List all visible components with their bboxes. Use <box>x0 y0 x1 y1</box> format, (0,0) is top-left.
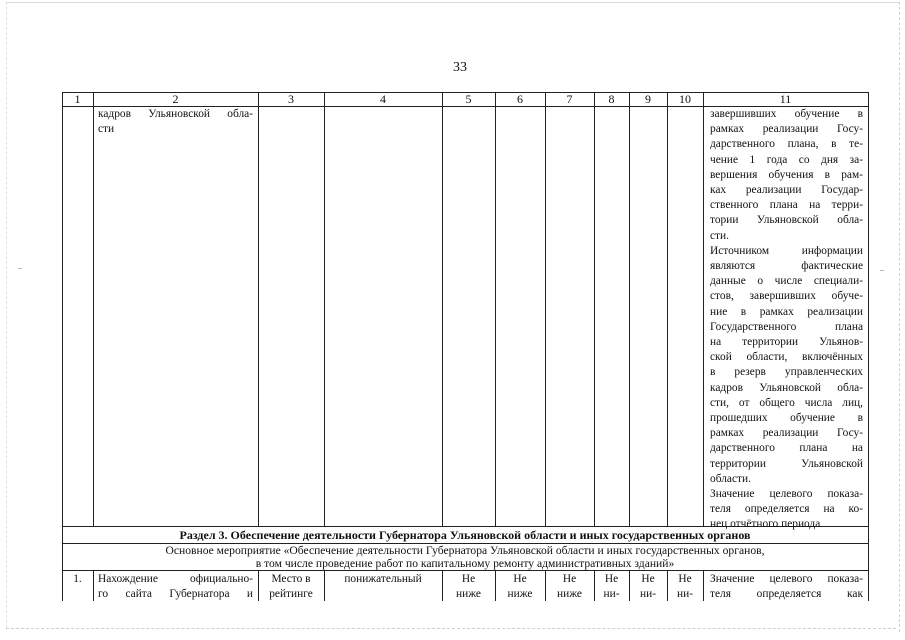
col11-line: сти, от общего числа лиц, <box>710 396 863 409</box>
row1-col10-line: ни- <box>677 588 693 601</box>
row1-col7-line: ниже <box>557 588 582 601</box>
scan-edge-bottom <box>6 628 896 629</box>
row1-value-col6 <box>495 572 545 602</box>
main-event-line-1: Основное мероприятие «Обеспечение деятельности Губернатора Ульяновской области и иных государственных органов, <box>165 544 765 557</box>
row1-sep-1 <box>93 570 94 601</box>
row1-col6-line: ниже <box>507 588 533 601</box>
header-col-5: 5 <box>465 92 472 106</box>
col-sep-4 <box>442 92 443 526</box>
col11-line: сти. <box>710 229 729 242</box>
header-col-11: 11 <box>779 92 792 106</box>
scan-edge-right <box>899 2 900 632</box>
col11-line: нец отчётного периода <box>710 518 821 531</box>
row1-value-col7 <box>545 572 594 602</box>
row1-indicator-type: понижательный <box>344 573 422 585</box>
header-col-6: 6 <box>517 92 523 106</box>
row1-col9-line: ни- <box>640 588 656 601</box>
col-sep-3 <box>324 92 325 526</box>
col11-line: дарственного плана, в те- <box>710 138 863 151</box>
row1-col7-line: Не <box>562 573 577 585</box>
continuation-col2 <box>98 107 253 137</box>
col-sep-7 <box>594 92 595 526</box>
row1-number: 1. <box>73 573 82 585</box>
col11-line: ках реализации Государ- <box>710 184 863 197</box>
col11-line: кадров Ульяновской обла- <box>710 381 863 394</box>
col11-line: области. <box>710 472 751 485</box>
page-number: 33 <box>453 60 467 75</box>
row1-value-col10 <box>667 572 703 602</box>
col11-line: являются фактические <box>710 260 863 273</box>
scan-edge-left <box>6 2 7 628</box>
col11-line: рамках реализации Госу- <box>710 427 863 440</box>
row1-col5-line: Не <box>461 573 476 585</box>
row1-value-col9 <box>629 572 667 602</box>
header-col-1: 1 <box>74 92 81 106</box>
col11-line: Значение целевого показа- <box>710 488 863 501</box>
col11-line: теля определяется на ко- <box>710 503 863 516</box>
row1-col8-line: Не <box>604 573 619 585</box>
continuation-col2-line: сти <box>98 123 115 136</box>
col-sep-6 <box>545 92 546 526</box>
row1-col3-line: Место в <box>271 573 311 585</box>
col11-line: ственного плана на терри- <box>710 199 863 212</box>
row1-col2-line: го сайта Губернатора и <box>98 588 253 601</box>
col11-line: стов, завершивших обуче- <box>710 290 863 303</box>
col-sep-1 <box>93 92 94 526</box>
row1-sep-10 <box>703 570 704 601</box>
header-col-10: 10 <box>679 92 691 106</box>
col11-line: на территории Ульянов- <box>710 336 863 349</box>
row1-col8-line: ни- <box>603 588 620 601</box>
header-col-2: 2 <box>172 92 179 106</box>
row1-methodology <box>710 572 863 602</box>
row1-col2-line: Нахождение официально- <box>98 573 253 585</box>
table-border-right <box>868 92 869 601</box>
row1-col11-line: теля определяется как <box>710 588 863 601</box>
row1-col5-line: ниже <box>456 588 481 601</box>
header-col-4: 4 <box>380 92 386 106</box>
col11-line: данные о числе специали- <box>710 275 863 288</box>
scan-edge-top <box>6 2 899 3</box>
scan-speck <box>880 270 884 271</box>
col11-line: Источником информации <box>710 244 863 257</box>
header-col-7: 7 <box>566 92 573 106</box>
col11-line: ние в рамках реализации <box>710 305 863 318</box>
col11-line: тории Ульяновской обла- <box>710 214 863 227</box>
col-sep-5 <box>495 92 496 526</box>
col11-line: Государственного плана <box>710 320 863 333</box>
col11-line: в резерв управленческих <box>710 366 863 379</box>
header-col-8: 8 <box>608 92 615 106</box>
main-event-line-2: в том числе проведение работ по капитальному ремонту административных зданий» <box>255 557 675 570</box>
row1-col6-line: Не <box>513 573 527 585</box>
col-sep-9 <box>667 92 668 526</box>
col-sep-10 <box>703 92 704 526</box>
scan-speck <box>18 268 22 269</box>
col11-line: рамках реализации Госу- <box>710 123 863 136</box>
continuation-col11 <box>710 107 863 533</box>
header-col-9: 9 <box>645 92 651 106</box>
col11-line: прошедших обучение в <box>710 412 863 425</box>
indicators-table <box>62 92 868 601</box>
col11-line: вершения обучения в рам- <box>710 168 863 181</box>
row1-col3-line: рейтинге <box>269 588 313 601</box>
row1-value-col5 <box>442 572 495 602</box>
col11-line: завершивших обучение в <box>710 108 863 120</box>
row1-value-col8 <box>594 572 629 602</box>
section-title: Раздел 3. Обеспечение деятельности Губернатора Ульяновской области и иных государственных органов <box>179 528 751 542</box>
row1-indicator-name <box>98 572 253 602</box>
col-sep-2 <box>258 92 259 526</box>
col11-line: дарственного плана на <box>710 442 863 455</box>
col11-line: территории Ульяновской <box>710 457 863 470</box>
row1-col11-line: Значение целевого показа- <box>710 573 863 585</box>
row1-col10-line: Не <box>678 573 692 585</box>
col11-line: чение 1 года со дня за- <box>710 153 863 166</box>
table-border-left <box>62 92 63 601</box>
row1-col9-line: Не <box>641 573 655 585</box>
col-sep-8 <box>629 92 630 526</box>
continuation-col2-line: кадров Ульяновской обла- <box>98 108 253 120</box>
row1-unit <box>258 572 324 602</box>
col11-line: ской области, включённых <box>710 351 863 364</box>
header-col-3: 3 <box>288 92 294 106</box>
